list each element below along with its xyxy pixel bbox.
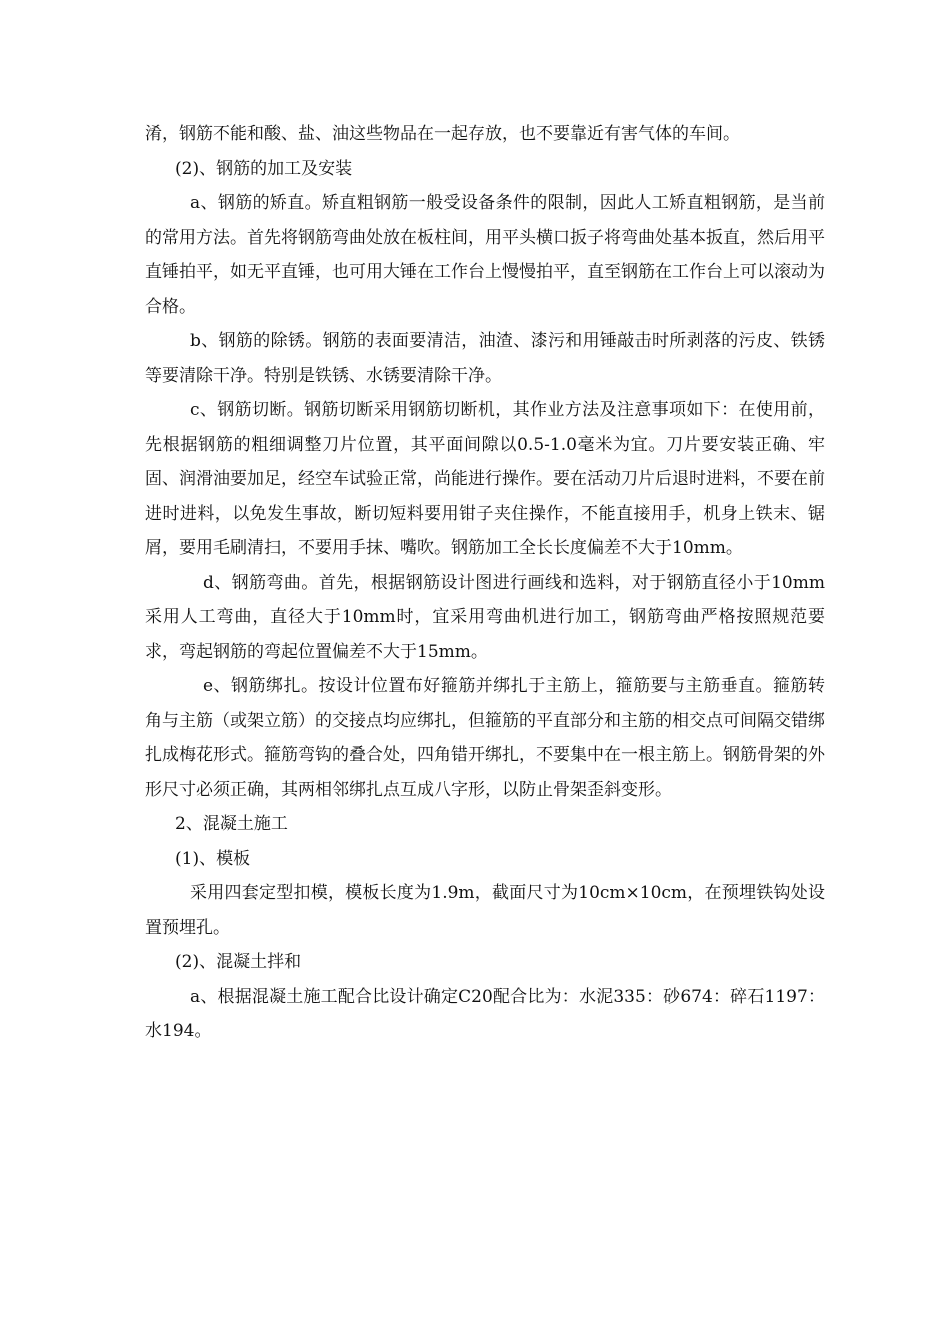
paragraph-rebar-cutting: c、钢筋切断。钢筋切断采用钢筋切断机，其作业方法及注意事项如下：在使用前，先根据钢筋的粗细调整刀片位置，其平面间隙以0.5-1.0毫米为宜。刀片要安装正确、牢固、润滑油要加足，经空车试验正常，尚能进行操作。要在活动刀片后退时进料，不要在前进时进料，以免发生事故，断切短料要用钳子夹住操作，不能直接用手，机身上铁末、锯屑，要用毛刷清扫，不要用手抹、嘴吹。钢筋加工全长长度偏差不大于10mm。 bbox=[145, 400, 825, 558]
paragraph-formwork: 采用四套定型扣模，模板长度为1.9m，截面尺寸为10cm×10cm，在预埋铁钩处设置预埋孔。 bbox=[145, 883, 825, 938]
paragraph-rebar-straightening: a、钢筋的矫直。矫直粗钢筋一般受设备条件的限制，因此人工矫直粗钢筋，是当前的常用方法。首先将钢筋弯曲处放在板柱间，用平头横口扳子将弯曲处基本扳直，然后用平直锤拍平，如无平直锤，也可用大锤在工作台上慢慢拍平，直至钢筋在工作台上可以滚动为合格。 bbox=[145, 193, 825, 317]
document-body bbox=[145, 117, 825, 1049]
heading-concrete-mixing: (2)、混凝土拌和 bbox=[175, 952, 302, 972]
paragraph-storage-note: 淆，钢筋不能和酸、盐、油这些物品在一起存放，也不要靠近有害气体的车间。 bbox=[145, 124, 740, 144]
paragraph-rebar-rust-removal: b、钢筋的除锈。钢筋的表面要清洁，油渣、漆污和用锤敲击时所剥落的污皮、铁锈等要清除干净。特别是铁锈、水锈要清除干净。 bbox=[145, 331, 825, 386]
paragraph-rebar-bending: d、钢筋弯曲。首先，根据钢筋设计图进行画线和选料，对于钢筋直径小于10mm采用人工弯曲，直径大于10mm时，宜采用弯曲机进行加工，钢筋弯曲严格按照规范要求，弯起钢筋的弯起位置偏差不大于15mm。 bbox=[145, 572, 825, 662]
heading-formwork: (1)、模板 bbox=[175, 848, 251, 869]
paragraph-rebar-binding: e、钢筋绑扎。按设计位置布好箍筋并绑扎于主筋上，箍筋要与主筋垂直。箍筋转角与主筋（或架立筋）的交接点均应绑扎，但箍筋的平直部分和主筋的相交点可间隔交错绑扎成梅花形式。箍筋弯钩的叠合处，四角错开绑扎，不要集中在一根主筋上。钢筋骨架的外形尺寸必须正确，其两相邻绑扎点互成八字形，以防止骨架歪斜变形。 bbox=[145, 676, 825, 800]
heading-concrete-construction: 2、混凝土施工 bbox=[175, 814, 288, 834]
paragraph-mix-proportion: a、根据混凝土施工配合比设计确定C20配合比为：水泥335：砂674：碎石1197：水194。 bbox=[145, 986, 825, 1041]
heading-rebar-processing: (2)、钢筋的加工及安装 bbox=[175, 158, 353, 179]
